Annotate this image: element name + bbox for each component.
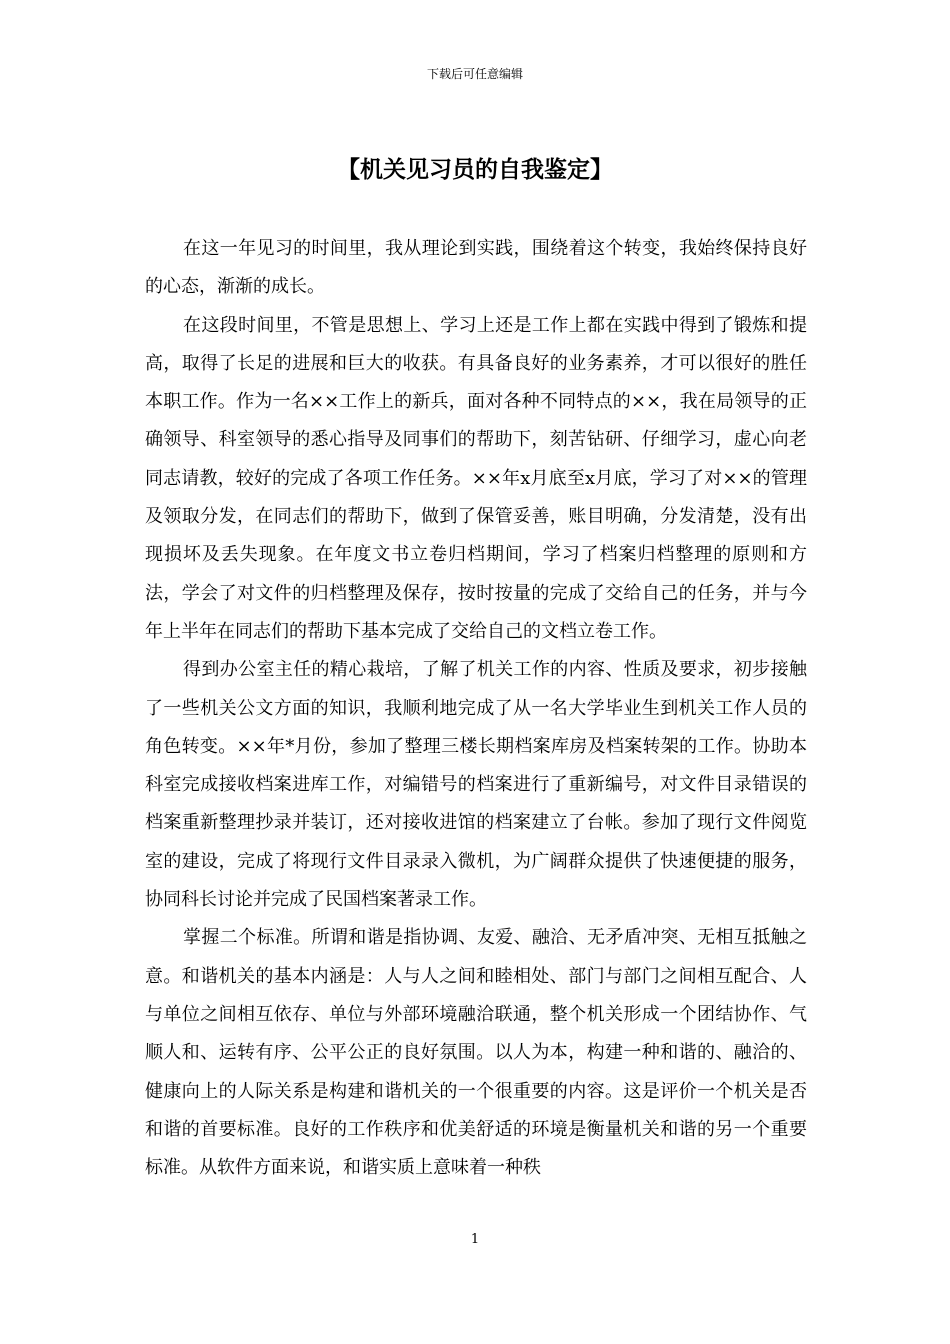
document-body [145,230,807,1187]
document-title: 【机关见习员的自我鉴定】 [337,157,613,183]
paragraph-3: 得到办公室主任的精心栽培，了解了机关工作的内容、性质及要求，初步接触了一些机关公文方面的知识，我顺利地完成了从一名大学毕业生到机关工作人员的角色转变。××年*月份，参加了整理三楼长期档案库房及档案转架的工作。协助本科室完成接收档案进库工作，对编错号的档案进行了重新编号，对文件目录错误的档案重新整理抄录并装订，还对接收进馆的档案建立了台帐。参加了现行文件阅览室的建设，完成了将现行文件目录录入微机，为广阔群众提供了快速便捷的服务，协同科长讨论并完成了民国档案著录工作。 [145,659,807,911]
page-number: 1 [470,1232,480,1247]
page-header-note: 下载后可任意编辑 [426,67,523,81]
paragraph-2: 在这段时间里，不管是思想上、学习上还是工作上都在实践中得到了锻炼和提高，取得了长足的进展和巨大的收获。有具备良好的业务素养，才可以很好的胜任本职工作。作为一名××工作上的新兵，面对各种不同特点的××，我在局领导的正确领导、科室领导的悉心指导及同事们的帮助下，刻苦钻研、仔细学习，虚心向老同志请教，较好的完成了各项工作任务。××年x月底至x月底，学习了对××的管理及领取分发，在同志们的帮助下，做到了保管妥善，账目明确，分发清楚，没有出现损坏及丢失现象。在年度文书立卷归档期间，学习了档案归档整理的原则和方法，学会了对文件的归档整理及保存，按时按量的完成了交给自己的任务，并与今年上半年在同志们的帮助下基本完成了交给自己的文档立卷工作。 [145,314,807,642]
paragraph-1: 在这一年见习的时间里，我从理论到实践，围绕着这个转变，我始终保持良好的心态，渐渐的成长。 [145,238,807,298]
paragraph-4: 掌握二个标准。所谓和谐是指协调、友爱、融洽、无矛盾冲突、无相互抵触之意。和谐机关的基本内涵是：人与人之间和睦相处、部门与部门之间相互配合、人与单位之间相互依存、单位与外部环境融洽联通，整个机关形成一个团结协作、气顺人和、运转有序、公平公正的良好氛围。以人为本，构建一种和谐的、融洽的、健康向上的人际关系是构建和谐机关的一个很重要的内容。这是评价一个机关是否和谐的首要标准。良好的工作秩序和优美舒适的环境是衡量机关和谐的另一个重要标准。从软件方面来说，和谐实质上意味着一种秩 [145,927,807,1179]
